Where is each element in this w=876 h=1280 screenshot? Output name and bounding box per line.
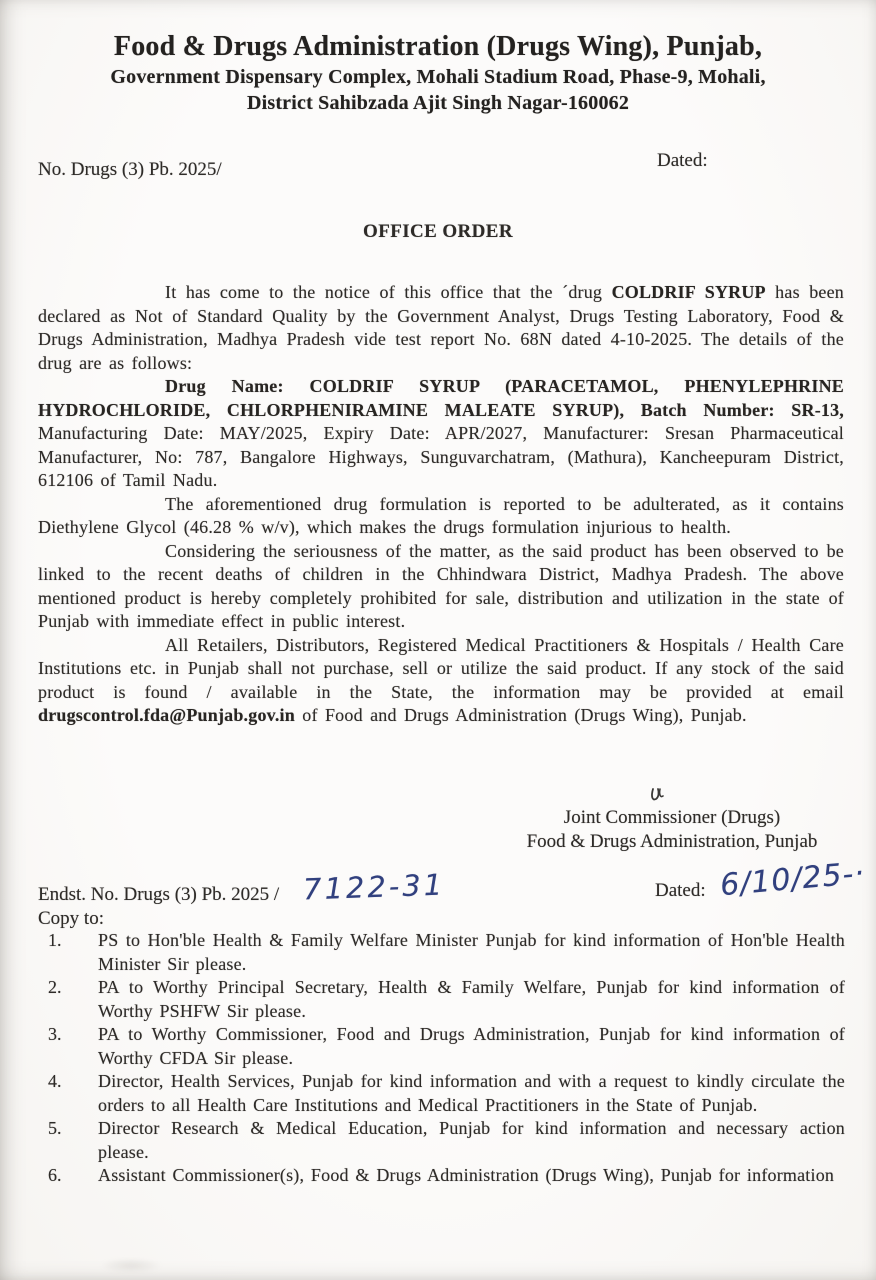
list-item-text: PA to Worthy Commissioner, Food and Drugs Administration, Punjab for kind information of Worthy CFDA Sir please.: [98, 1024, 845, 1068]
letterhead: [0, 30, 876, 116]
paragraph-text: Manufacturing Date: MAY/2025, Expiry Date: APR/2027, Manufacturer: Sresan Pharmaceutical Manufacturer, No: 787, Bangalore Highways, Sunguvarchatram, (Mathura), Kancheepuram District, 612106 of Tamil Nadu.: [38, 423, 844, 490]
list-item: [48, 976, 845, 1023]
order-paragraph-3: The aforementioned drug formulation is reported to be adulterated, as it contains Diethylene Glycol (46.28 % w/v), which makes the drugs formulation injurious to health.: [38, 493, 844, 537]
order-body: [38, 281, 844, 728]
list-item-text: PS to Hon'ble Health & Family Welfare Minister Punjab for kind information of Hon'ble Health Minister Sir please.: [98, 930, 845, 974]
copy-to-label: Copy to:: [38, 908, 104, 929]
endorsement-date-handwritten: 6/10/25-·: [718, 855, 867, 904]
org-address-line-1: Government Dispensary Complex, Mohali Stadium Road, Phase-9, Mohali,: [110, 66, 766, 88]
drug-name-bold: COLDRIF SYRUP: [611, 282, 766, 302]
reference-dated-label: Dated:: [657, 150, 708, 171]
list-item-text: PA to Worthy Principal Secretary, Health & Family Welfare, Punjab for kind information of Worthy PSHFW Sir please.: [98, 977, 845, 1021]
list-item: [48, 1023, 845, 1070]
list-item-number: 2.: [48, 977, 62, 997]
paragraph-text: has been declared as Not of Standard Quality by the Government Analyst, Drugs Testing Laboratory, Food & Drugs Administration, Madhya Pradesh vide test report No. 68N dated 4-10-2025. The details of the drug are as follows:: [38, 282, 844, 373]
order-paragraph-4: Considering the seriousness of the matter, as the said product has been observed to be linked to the recent deaths of children in the Chhindwara District, Madhya Pradesh. The above mentioned product is hereby completely prohibited for sale, distribution and utilization in the state of Punjab with immediate effect in public interest.: [38, 540, 844, 631]
list-item-number: 4.: [48, 1071, 62, 1091]
paragraph-text: of Food and Drugs Administration (Drugs Wing), Punjab.: [294, 705, 747, 725]
drug-details-bold: Drug Name: COLDRIF SYRUP (PARACETAMOL, PHENYLEPHRINE HYDROCHLORIDE, CHLORPHENIRAMINE MALEATE SYRUP), Batch Number: SR-13,: [38, 376, 844, 420]
office-order-heading: OFFICE ORDER: [363, 221, 513, 242]
list-item-text: Director, Health Services, Punjab for kind information and with a request to kindly circulate the orders to all Health Care Institutions and Medical Practitioners in the State of Punjab.: [98, 1071, 845, 1115]
signatory-block: [500, 786, 844, 854]
signature-mark: [486, 786, 830, 806]
list-item: [48, 1117, 845, 1164]
list-item-number: 3.: [48, 1024, 62, 1044]
signatory-designation: Joint Commissioner (Drugs): [563, 807, 781, 828]
copy-distribution-list: [48, 929, 845, 1188]
list-item: [48, 1164, 845, 1188]
list-item-number: 1.: [48, 930, 62, 950]
org-address-line-2: District Sahibzada Ajit Singh Nagar-160062: [246, 92, 630, 114]
list-item-text: Assistant Commissioner(s), Food & Drugs Administration (Drugs Wing), Punjab for information: [98, 1165, 835, 1185]
email-address-bold: drugscontrol.fda@Punjab.gov.in: [38, 705, 295, 725]
reference-number: No. Drugs (3) Pb. 2025/: [38, 159, 222, 180]
org-title: Food & Drugs Administration (Drugs Wing), Punjab,: [113, 31, 763, 62]
signatory-organization: Food & Drugs Administration, Punjab: [526, 831, 818, 852]
endorsement-number-handwritten: 7122-31: [302, 867, 446, 907]
list-item-number: 5.: [48, 1118, 62, 1138]
list-item-number: 6.: [48, 1165, 62, 1185]
list-item-text: Director Research & Medical Education, Punjab for kind information and necessary action please.: [98, 1118, 845, 1162]
order-paragraph-1: [38, 281, 844, 375]
list-item: [48, 929, 845, 976]
endorsement-dated-label: Dated:: [655, 880, 706, 901]
signature-scribble-icon: [647, 786, 669, 806]
list-item: [48, 1070, 845, 1117]
paragraph-text: It has come to the notice of this office that the ´drug: [165, 282, 612, 302]
endorsement-number: Endst. No. Drugs (3) Pb. 2025 /: [38, 884, 280, 905]
order-paragraph-2: [38, 375, 844, 493]
order-paragraph-5: [38, 634, 844, 728]
scan-smudge: [100, 1258, 162, 1273]
paragraph-text: All Retailers, Distributors, Registered Medical Practitioners & Hospitals / Health Care Institutions etc. in Punjab shall not purchase, sell or utilize the said product. If any stock of the said product is found / available in the State, the information may be provided at email: [38, 634, 844, 702]
